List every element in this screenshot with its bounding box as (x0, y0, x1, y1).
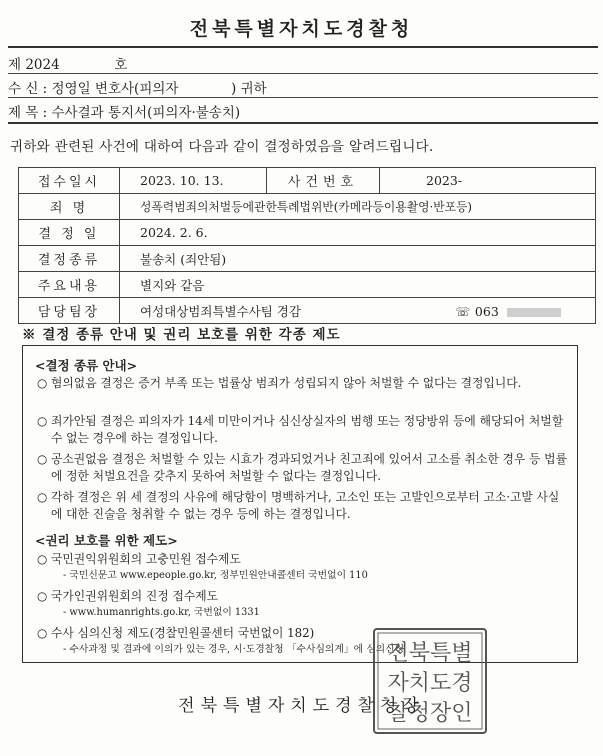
rights-item-note: - 수사과정 및 결과에 이의가 있는 경우, 시·도경찰청 「수사심의계」에 심의신청 (63, 644, 405, 655)
decision-types-title: <결정 종류 안내> (35, 358, 138, 373)
bullet-icon: ○ (37, 376, 48, 390)
rights-item-title: 국민권익위원회의 고충민원 접수제도 (51, 552, 241, 566)
list-item (37, 451, 567, 485)
rights-item-title: 국가인권위원회의 진정 접수제도 (51, 589, 219, 603)
received-label: 접수일시 (19, 168, 120, 194)
phone-icon: ☏ (455, 304, 471, 319)
recipient-row (8, 77, 267, 97)
footer-agency-name: 전북특별자치도경찰청장 (178, 696, 425, 716)
subject-label: 제 목 : (8, 105, 48, 121)
official-seal (373, 628, 487, 734)
seal-line: 자치도경 (387, 671, 473, 696)
rights-item-note: - 국민신문고 www.epeople.go.kr, 정부민원안내콜센터 국번없이 110 (63, 570, 368, 581)
decision-type-text: 각하 결정은 위 세 결정의 사유에 해당함이 명백하거나, 고소인 또는 고발인으로부터 고소·고발 사실에 대한 진술을 청취할 수 없는 경우 등에 하는 결정입니다. (51, 490, 560, 521)
recipient-suffix: ) 귀하 (231, 81, 267, 97)
officer-label: 담당팀장 (19, 298, 120, 324)
seal-line: 전북특별 (387, 641, 473, 666)
officer-cell (120, 298, 596, 324)
decision-type-text: 공소권없음 결정은 처벌할 수 있는 시효가 경과되었거나 친고죄에 있어서 고소를 취소한 경우 등 법률에 정한 처벌요건을 갖추지 못하여 처벌할 수 없다는 결정입니다. (51, 452, 567, 483)
phone-value: 063 (474, 303, 499, 319)
bullet-icon: ○ (37, 414, 48, 428)
rights-item-note: - www.humanrights.go.kr, 국번없이 1331 (63, 607, 260, 618)
table-row (19, 168, 596, 194)
table-row (19, 246, 596, 272)
list-item (37, 551, 567, 568)
rights-title: <권리 보호를 위한 제도> (35, 533, 178, 548)
guide-box (22, 345, 578, 663)
case-no-value: 2023- (380, 168, 596, 194)
charge-label: 죄 명 (19, 194, 120, 220)
officer-value: 여성대상범죄특별수사팀 경감 (140, 303, 301, 319)
list-item (37, 375, 567, 392)
content-value: 별지와 같음 (120, 272, 596, 298)
decision-type-text: 혐의없음 결정은 증거 부족 또는 법률상 범죄가 성립되지 않아 처벌할 수 없다는 결정입니다. (51, 376, 522, 390)
decision-type-value: 불송치 (죄안됨) (120, 246, 596, 272)
table-row (19, 272, 596, 298)
list-item (37, 588, 567, 605)
content-label: 주요내용 (19, 272, 120, 298)
doc-number-label: 제 2024 (8, 57, 60, 73)
header-top-rule (8, 46, 598, 48)
list-item (37, 489, 567, 523)
list-item (37, 413, 567, 447)
list-item (37, 625, 567, 642)
table-row (19, 194, 596, 220)
decision-type-label: 결정종류 (19, 246, 120, 272)
doc-number-row (8, 53, 127, 73)
guide-section-title: ※ 결정 종류 안내 및 권리 보호를 위한 각종 제도 (22, 327, 341, 343)
charge-value: 성폭력범죄의처벌등에관한특례법위반(카메라등이용촬영·반포등) (120, 194, 596, 220)
intro-text: 귀하와 관련된 사건에 대하여 다음과 같이 결정하였음을 알려드립니다. (10, 139, 434, 155)
subject-row (8, 101, 240, 121)
received-value: 2023. 10. 13. (120, 168, 267, 194)
agency-title: 전북특별자치도경찰청 (189, 18, 414, 40)
bullet-icon: ○ (37, 552, 48, 566)
recipient-value: 정영일 변호사(피의자 (51, 81, 179, 97)
decision-date-value: 2024. 2. 6. (120, 220, 596, 246)
bullet-icon: ○ (37, 589, 48, 603)
seal-line: 찰청장인 (387, 701, 473, 726)
header-bottom-rule (8, 122, 598, 124)
seal-graphic (375, 630, 485, 732)
header-rule-2 (8, 97, 598, 98)
subject-value: 수사결과 통지서(피의자·불송치) (51, 105, 241, 121)
header-rule-1 (8, 73, 598, 74)
table-row (19, 220, 596, 246)
rights-item-title: 수사 심의신청 제도(경찰민원콜센터 국번없이 182) (51, 626, 315, 640)
decision-date-label: 결 정 일 (19, 220, 120, 246)
decision-type-text: 죄가안됨 결정은 피의자가 14세 미만이거나 심신상실자의 범행 또는 정당방위 등에 해당되어 처벌할 수 없는 경우에 하는 결정입니다. (51, 414, 564, 445)
case-info-table (18, 167, 596, 324)
bullet-icon: ○ (37, 626, 48, 640)
table-row (19, 298, 596, 324)
phone-contact (455, 304, 561, 319)
bullet-icon: ○ (37, 490, 48, 504)
bullet-icon: ○ (37, 452, 48, 466)
case-no-label: 사건번호 (267, 168, 380, 194)
doc-number-suffix: 호 (114, 57, 128, 73)
recipient-label: 수 신 : (8, 81, 48, 97)
redaction-mask (507, 308, 561, 317)
